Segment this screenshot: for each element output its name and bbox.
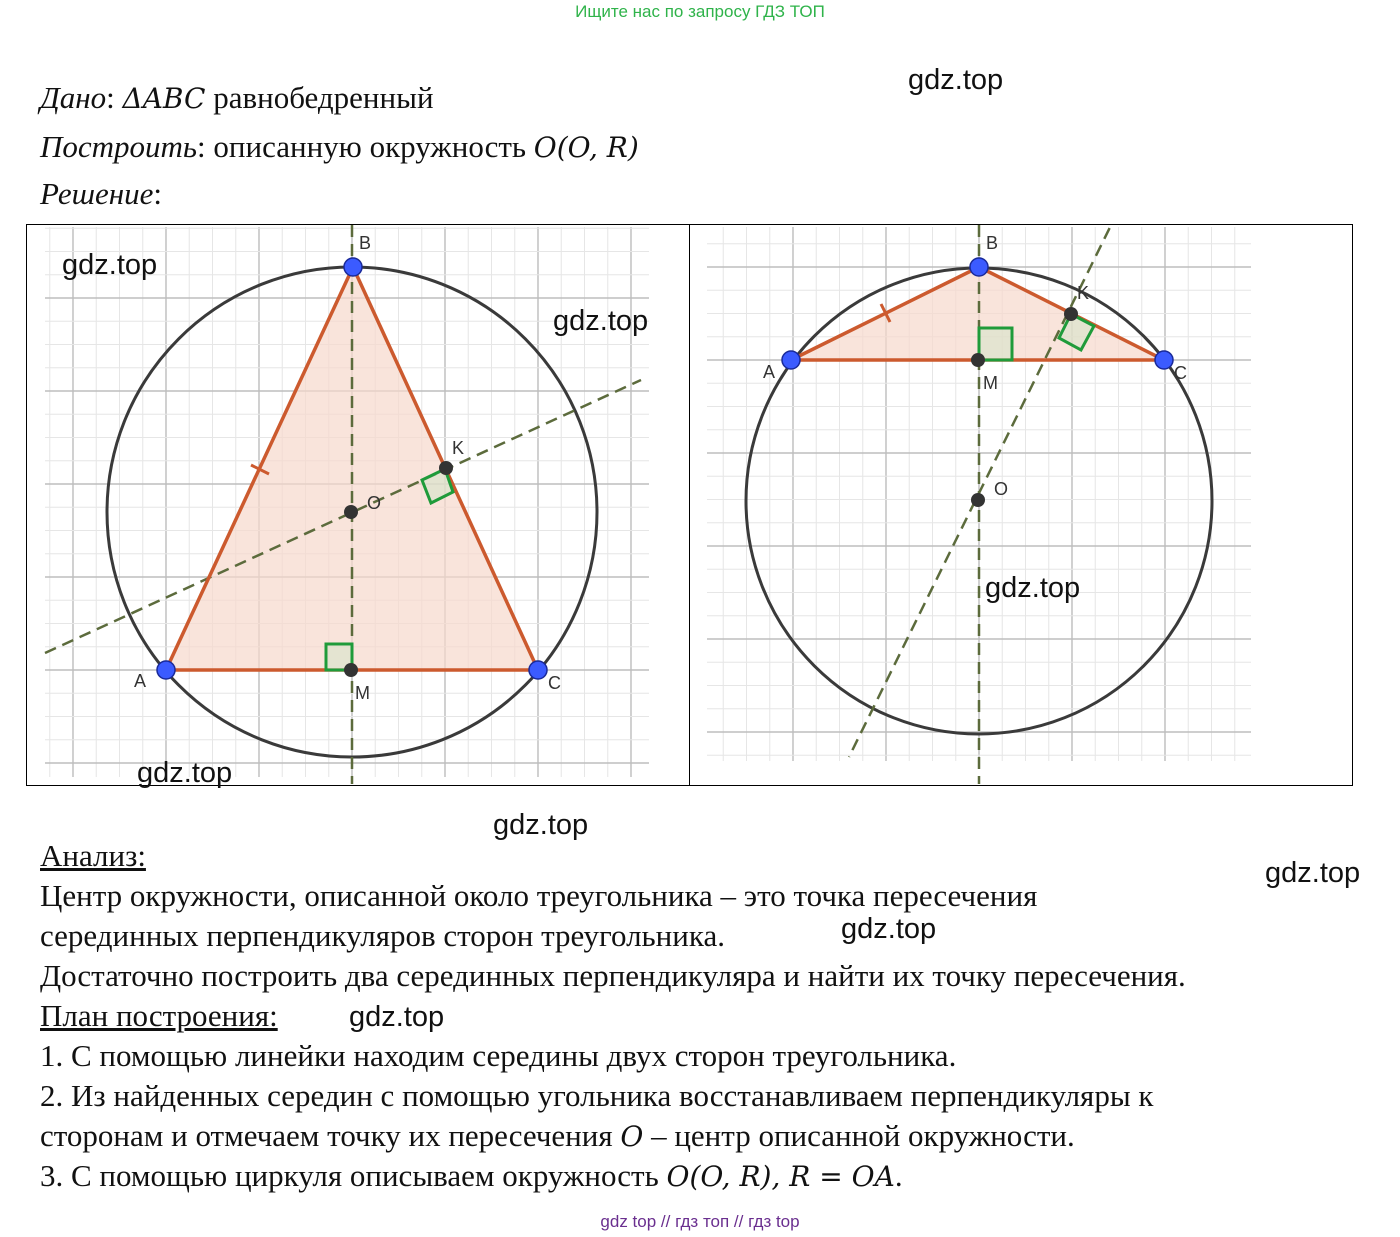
given-line — [40, 80, 434, 116]
label-a-left: A — [134, 671, 147, 691]
watermark-4: gdz.top — [985, 572, 1081, 604]
label-k-left: K — [452, 438, 465, 458]
construct-label: Построить — [40, 129, 198, 164]
point-o-right — [971, 493, 985, 507]
vertex-c-right — [1155, 351, 1173, 369]
watermark-3: gdz.top — [553, 305, 649, 337]
solution-sep: : — [153, 176, 162, 211]
analysis-line-3: Достаточно построить два серединных перпендикуляра и найти их точку пересечения. — [40, 958, 1186, 993]
vertex-b-right — [970, 258, 988, 276]
footer-text: gdz top // гдз топ // гдз top — [600, 1212, 800, 1231]
construct-text: описанную окружность — [213, 129, 534, 164]
given-math: ΔABC — [122, 82, 206, 115]
construct-sep: : — [197, 129, 214, 164]
label-m-left: M — [355, 683, 370, 703]
label-b-right: B — [986, 233, 999, 253]
point-m-right — [971, 353, 985, 367]
plan-step-3-math: O(O, R), R = OA — [666, 1160, 895, 1193]
given-label: Дано — [40, 80, 107, 115]
point-o-left — [344, 505, 358, 519]
watermark-7: gdz.top — [1265, 857, 1361, 889]
label-o-left: O — [367, 493, 382, 513]
watermark-5: gdz.top — [137, 757, 233, 789]
label-m-right: M — [983, 373, 998, 393]
watermark-2: gdz.top — [62, 249, 158, 281]
plan-step-2b-post: – центр описанной окружности. — [643, 1118, 1075, 1153]
vertex-a-left — [157, 661, 175, 679]
watermark-9: gdz.top — [349, 1001, 445, 1033]
plan-step-2b-pre: сторонам и отмечаем точку их пересечения — [40, 1118, 621, 1153]
vertex-b-left — [344, 258, 362, 276]
plan-step-1: 1. С помощью линейки находим середины двух сторон треугольника. — [40, 1038, 957, 1073]
figure-right — [690, 225, 1351, 784]
solution-label: Решение — [40, 176, 154, 211]
point-k-left — [439, 461, 453, 475]
given-sep: : — [106, 80, 123, 115]
point-k-right — [1064, 307, 1078, 321]
analysis-line-2: серединных перпендикуляров сторон треугольника. — [40, 918, 725, 953]
right-angle-m-right — [979, 328, 1012, 360]
label-a-right: A — [763, 362, 776, 382]
analysis-line-1: Центр окружности, описанной около треугольника – это точка пересечения — [40, 878, 1038, 913]
label-c-right: C — [1174, 363, 1187, 383]
label-b-left: B — [359, 233, 372, 253]
plan-step-3 — [40, 1158, 903, 1194]
solution-line — [40, 176, 162, 212]
plan-step-2b — [40, 1118, 1075, 1154]
vertex-a-right — [782, 351, 800, 369]
construct-math: O(O, R) — [533, 131, 639, 164]
given-text: равнобедренный — [205, 80, 434, 115]
watermark-8: gdz.top — [841, 913, 937, 945]
plan-heading: План построения: — [40, 998, 278, 1033]
label-k-right: K — [1077, 283, 1090, 303]
plan-step-3-post: . — [894, 1158, 903, 1193]
plan-step-2a: 2. Из найденных середин с помощью угольника восстанавливаем перпендикуляры к — [40, 1078, 1154, 1113]
label-c-left: C — [548, 673, 561, 693]
figure-right-panel — [689, 224, 1353, 786]
label-o-right: O — [994, 479, 1009, 499]
watermark-6: gdz.top — [493, 809, 589, 841]
top-banner: Ищите нас по запросу ГДЗ ТОП — [575, 2, 825, 21]
watermark-1: gdz.top — [908, 64, 1004, 96]
analysis-heading: Анализ: — [40, 838, 146, 873]
point-m-left — [344, 663, 358, 677]
construct-line — [40, 129, 639, 165]
plan-step-3-pre: 3. С помощью циркуля описываем окружность — [40, 1158, 667, 1193]
plan-step-2b-math: O — [620, 1120, 644, 1153]
vertex-c-left — [529, 661, 547, 679]
